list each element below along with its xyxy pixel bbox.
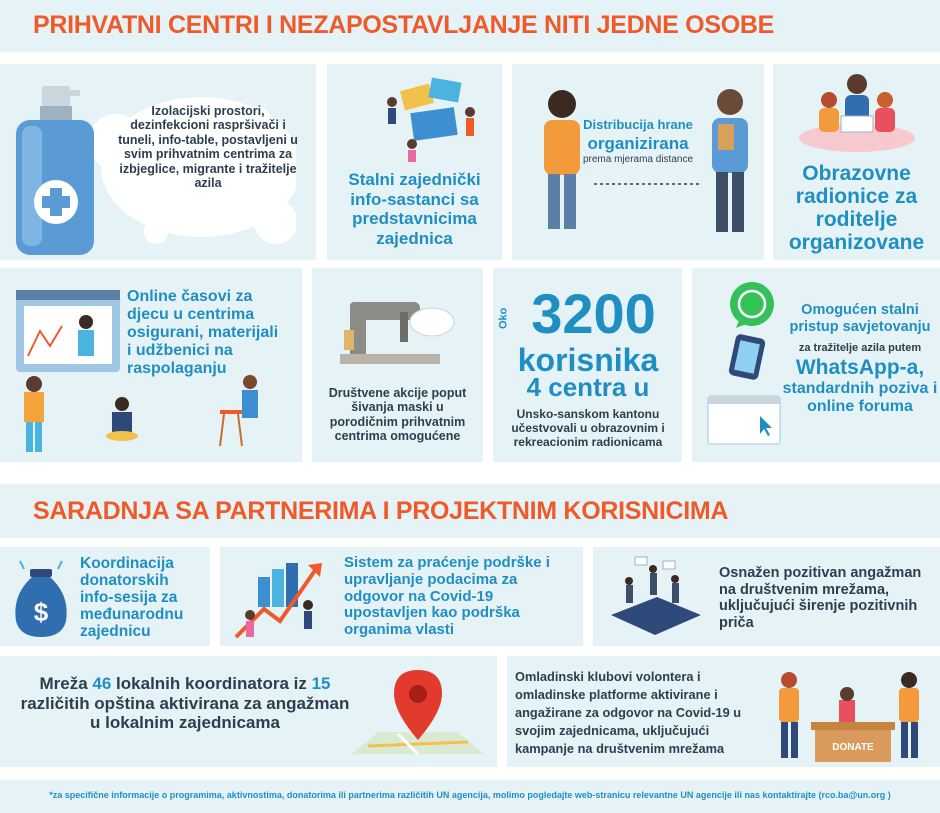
meeting-people-icon	[382, 72, 482, 162]
card-disinfection	[0, 64, 316, 260]
whatsapp-line3: WhatsApp-a,	[795, 356, 925, 379]
whatsapp-line4: standardnih poziva i online foruma	[782, 380, 938, 416]
whatsapp-phone-icon	[702, 278, 792, 448]
section1-title: PRIHVATNI CENTRI I NEZAPOSTAVLJANJE NITI JEDNE OSOBE	[33, 11, 774, 39]
online-classes-text: Online časovi za djecu u centrima osigurani, materijali i udžbenici na raspolaganju	[127, 288, 279, 377]
stat-number: 3200	[531, 282, 656, 345]
volunteers-donate-icon	[769, 670, 935, 766]
card-social-media	[593, 547, 940, 646]
card-online-classes	[0, 268, 302, 462]
stat-prefix: Oko	[497, 307, 510, 330]
food-distribution-people-icon	[522, 84, 754, 254]
map-pin-icon	[348, 664, 488, 764]
growth-chart-icon	[228, 555, 328, 641]
section2-title: SARADNJA SA PARTNERIMA I PROJEKTNIM KORISNICIMA	[33, 497, 729, 525]
sewing-machine-icon	[340, 282, 460, 366]
stat-unit: korisnika	[517, 342, 659, 378]
whatsapp-line1: Omogućen stalni pristup savjetovanju	[789, 302, 931, 335]
network-part2: lokalnih koordinatora iz	[111, 674, 312, 693]
card-whatsapp	[692, 268, 940, 462]
food-line2: organizirana	[587, 134, 689, 153]
network-number-coordinators: 46	[92, 674, 112, 693]
stat-description: Unsko-sanskom kantonu učestvovali u obrazovnim i rekreacionim radionicama	[511, 407, 665, 449]
footnote-text: *za specifične informacije o programima, aktivnostima, donatorima ili partnerima različitih UN agencija, molimo pogledajte web-stranicu relevantne UN agencije ili nas kontaktirajte (rco.ba@un.org )	[49, 790, 891, 800]
card-sewing	[312, 268, 483, 462]
info-sessions-text: Stalni zajednički info-sastanci sa predstavnicima zajednica	[348, 170, 481, 248]
card-youth-clubs	[507, 656, 940, 767]
stat-centers: 4 centra u	[526, 372, 650, 402]
monitoring-text: Sistem za praćenje podrške i upravljanje podacima za odgovor na Covid-19 upostavljen kao podrška organima vlasti	[344, 554, 550, 639]
network-part1: Mreža	[39, 674, 93, 693]
card-coordinators-network	[0, 656, 497, 767]
card-monitoring	[220, 547, 583, 646]
workshops-text: Obrazovne radionice za roditelje organizovane	[788, 162, 925, 255]
card-food-distribution	[512, 64, 764, 260]
money-bag-icon	[10, 555, 72, 641]
family-reading-icon	[797, 70, 917, 154]
social-media-people-icon	[605, 553, 705, 643]
whatsapp-line2: za tražitelje azila putem	[798, 342, 922, 354]
social-media-text: Osnažen pozitivan angažman na društvenim mrežama, uključujući širenje pozitivnih priča	[719, 565, 922, 632]
network-number-municipalities: 15	[311, 674, 331, 693]
food-line3: prema mjerama distance	[582, 154, 694, 165]
card-statistics	[493, 268, 682, 462]
sewing-text: Društvene akcije poput šivanja maski u porodičnim prihvatnim centrima omogućene	[328, 386, 467, 444]
donors-text: Koordinacija donatorskih info-sesija za međunarodnu zajednicu	[80, 555, 184, 641]
donate-box-label: DONATE	[832, 742, 874, 753]
disinfection-text: Izolacijski prostori, dezinfekcioni raspršivači i tuneli, info-table, postavljeni u svim prihvatnim centrima za izbjeglice, migrante i tražitelje azila	[118, 104, 298, 190]
svg-text:$: $	[33, 597, 49, 627]
food-line1: Distribucija hrane	[583, 117, 693, 132]
youth-text: Omladinski klubovi volontera i omladinske platforme aktivirane i angažirane za odgovor na Covid-19 u svojim zajednicama, uključujući kampanje na društvenim mrežama	[515, 669, 742, 756]
card-donors	[0, 547, 210, 646]
card-info-sessions	[327, 64, 502, 260]
card-workshops	[773, 64, 940, 260]
network-part3: različitih opština aktivirana za angažman u lokalnim zajednicama	[20, 693, 350, 733]
network-text	[20, 674, 350, 733]
